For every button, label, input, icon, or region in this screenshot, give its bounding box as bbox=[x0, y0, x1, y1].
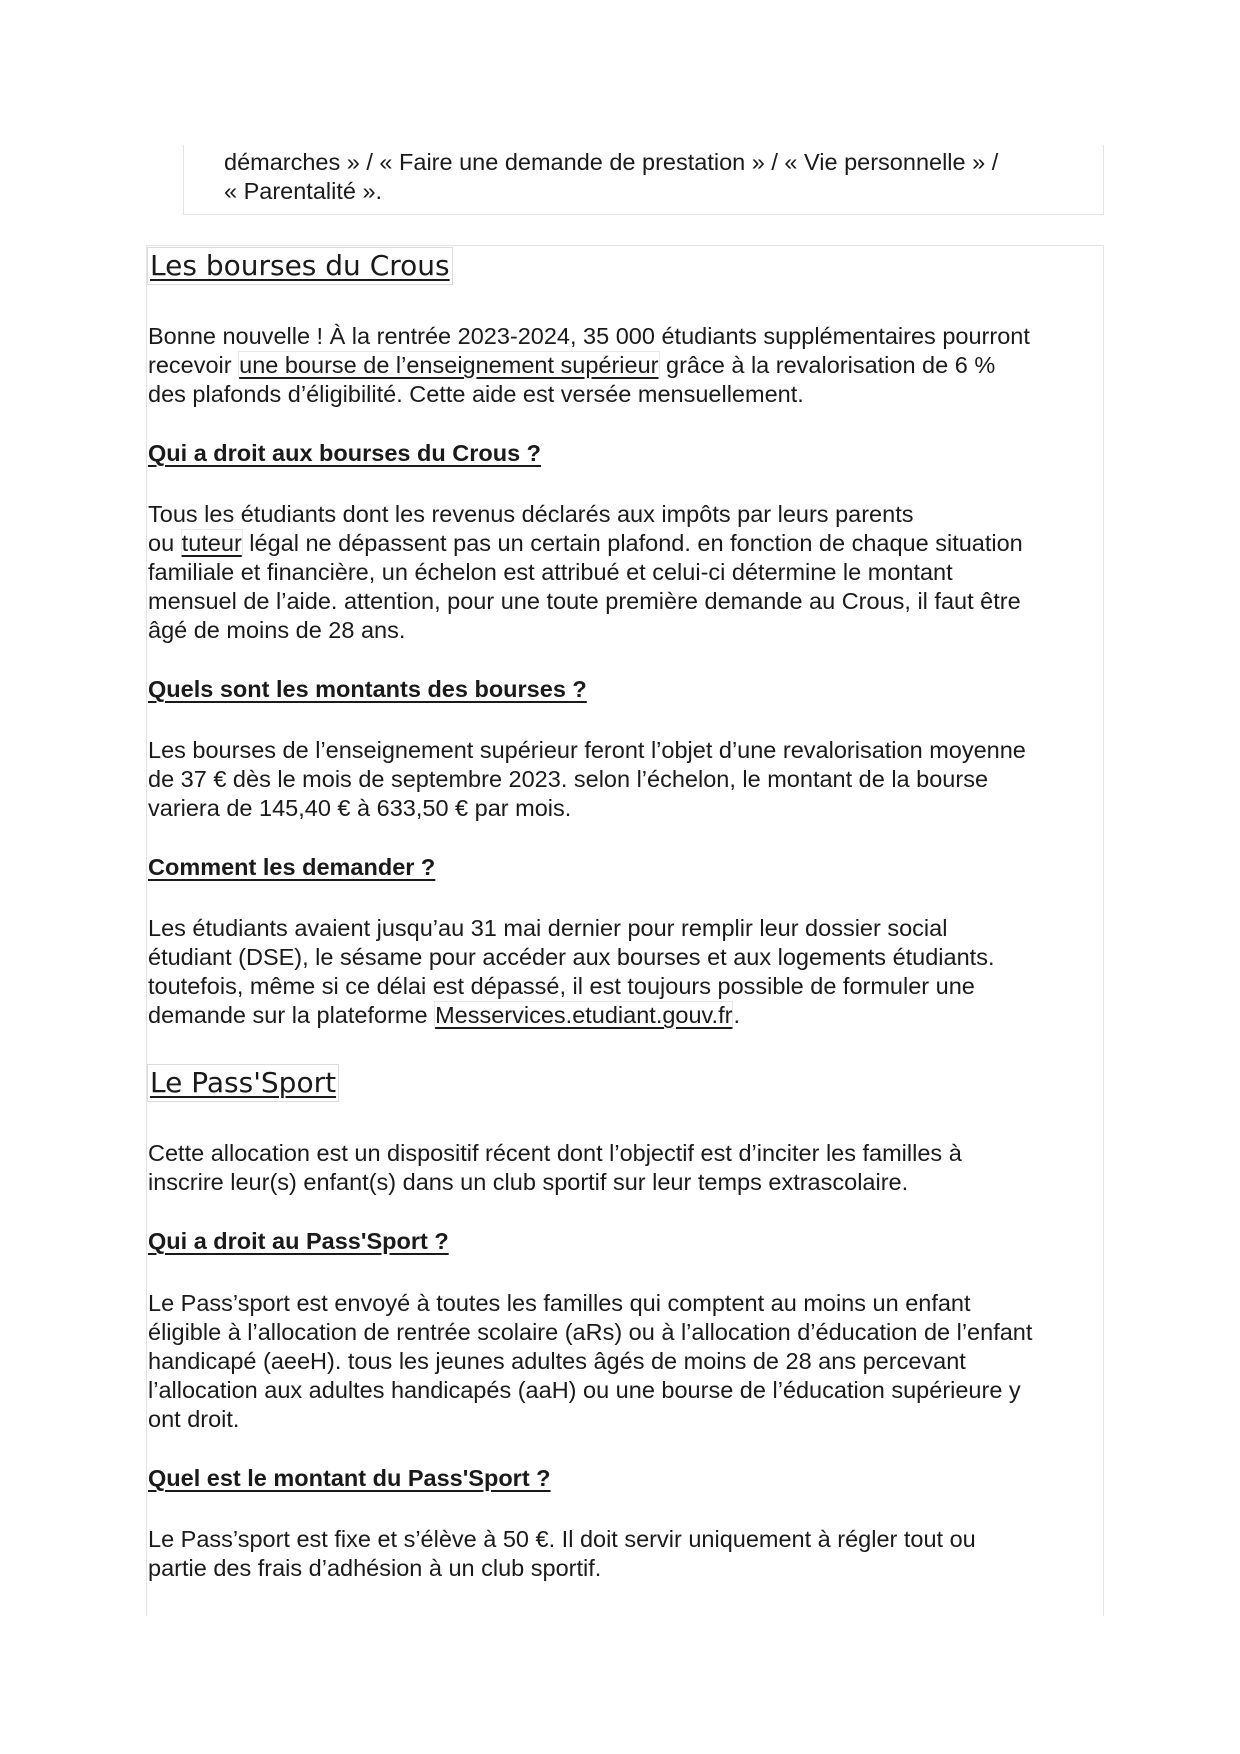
text-span: recevoir bbox=[148, 352, 239, 378]
paragraph-line: Bonne nouvelle ! À la rentrée 2023-2024, 35 000 étudiants supplémentaires pourront bbox=[148, 323, 1030, 349]
paragraph-line bbox=[148, 529, 1023, 558]
question-heading: Quels sont les montants des bourses ? bbox=[148, 676, 587, 702]
paragraph-line: démarches » / « Faire une demande de prestation » / « Vie personnelle » / bbox=[224, 149, 999, 175]
paragraph-line: handicapé (aeeH). tous les jeunes adultes âgés de moins de 28 ans percevant bbox=[148, 1348, 966, 1374]
section-title-crous: Les bourses du Crous bbox=[147, 247, 453, 285]
paragraph-line: des plafonds d’éligibilité. Cette aide est versée mensuellement. bbox=[148, 381, 804, 407]
paragraph-line: Cette allocation est un dispositif récent dont l’objectif est d’inciter les familles à bbox=[148, 1140, 962, 1166]
text-span: légal ne dépassent pas un certain plafond. en fonction de chaque situation bbox=[242, 530, 1023, 556]
paragraph-line: Le Pass’sport est envoyé à toutes les familles qui comptent au moins un enfant bbox=[148, 1290, 971, 1316]
text-span: grâce à la revalorisation de 6 % bbox=[659, 352, 996, 378]
paragraph-line: âgé de moins de 28 ans. bbox=[148, 617, 406, 643]
paragraph-line: Le Pass’sport est fixe et s’élève à 50 €. Il doit servir uniquement à régler tout ou bbox=[148, 1526, 976, 1552]
paragraph-line: toutefois, même si ce délai est dépassé, il est toujours possible de formuler une bbox=[148, 973, 975, 999]
paragraph-line: éligible à l’allocation de rentrée scolaire (aRs) ou à l’allocation d’éducation de l’enfant bbox=[148, 1319, 1033, 1345]
paragraph-line: partie des frais d’adhésion à un club sportif. bbox=[148, 1555, 602, 1581]
text-span: ou bbox=[148, 530, 181, 556]
paragraph-line bbox=[148, 351, 995, 380]
question-heading: Qui a droit au Pass'Sport ? bbox=[148, 1228, 449, 1254]
paragraph-line: « Parentalité ». bbox=[224, 178, 383, 204]
messervices-link[interactable]: Messervices.etudiant.gouv.fr bbox=[435, 1002, 733, 1028]
paragraph-line: de 37 € dès le mois de septembre 2023. selon l’échelon, le montant de la bourse bbox=[148, 766, 989, 792]
paragraph-line: l’allocation aux adultes handicapés (aaH) ou une bourse de l’éducation supérieure y bbox=[148, 1377, 1021, 1403]
paragraph-line: ont droit. bbox=[148, 1406, 240, 1432]
paragraph-line: Les étudiants avaient jusqu’au 31 mai dernier pour remplir leur dossier social bbox=[148, 915, 948, 941]
paragraph-line: Tous les étudiants dont les revenus déclarés aux impôts par leurs parents bbox=[148, 501, 914, 527]
text-span: . bbox=[733, 1002, 740, 1028]
paragraph-line: mensuel de l’aide. attention, pour une toute première demande au Crous, il faut être bbox=[148, 588, 1021, 614]
section-title-passsport: Le Pass'Sport bbox=[147, 1064, 339, 1102]
paragraph-line: familiale et financière, un échelon est attribué et celui-ci détermine le montant bbox=[148, 559, 953, 585]
question-heading: Qui a droit aux bourses du Crous ? bbox=[148, 440, 542, 466]
paragraph-line: inscrire leur(s) enfant(s) dans un club sportif sur leur temps extrascolaire. bbox=[148, 1169, 909, 1195]
tuteur-link[interactable]: tuteur bbox=[181, 530, 242, 556]
bourse-link[interactable]: une bourse de l’enseignement supérieur bbox=[239, 352, 659, 378]
paragraph-line: Les bourses de l’enseignement supérieur feront l’objet d’une revalorisation moyenne bbox=[148, 737, 1026, 763]
paragraph-line: étudiant (DSE), le sésame pour accéder aux bourses et aux logements étudiants. bbox=[148, 944, 995, 970]
paragraph-line: variera de 145,40 € à 633,50 € par mois. bbox=[148, 795, 572, 821]
paragraph-line bbox=[148, 1001, 740, 1030]
text-span: demande sur la plateforme bbox=[148, 1002, 435, 1028]
question-heading: Comment les demander ? bbox=[148, 854, 436, 880]
question-heading: Quel est le montant du Pass'Sport ? bbox=[148, 1465, 551, 1491]
